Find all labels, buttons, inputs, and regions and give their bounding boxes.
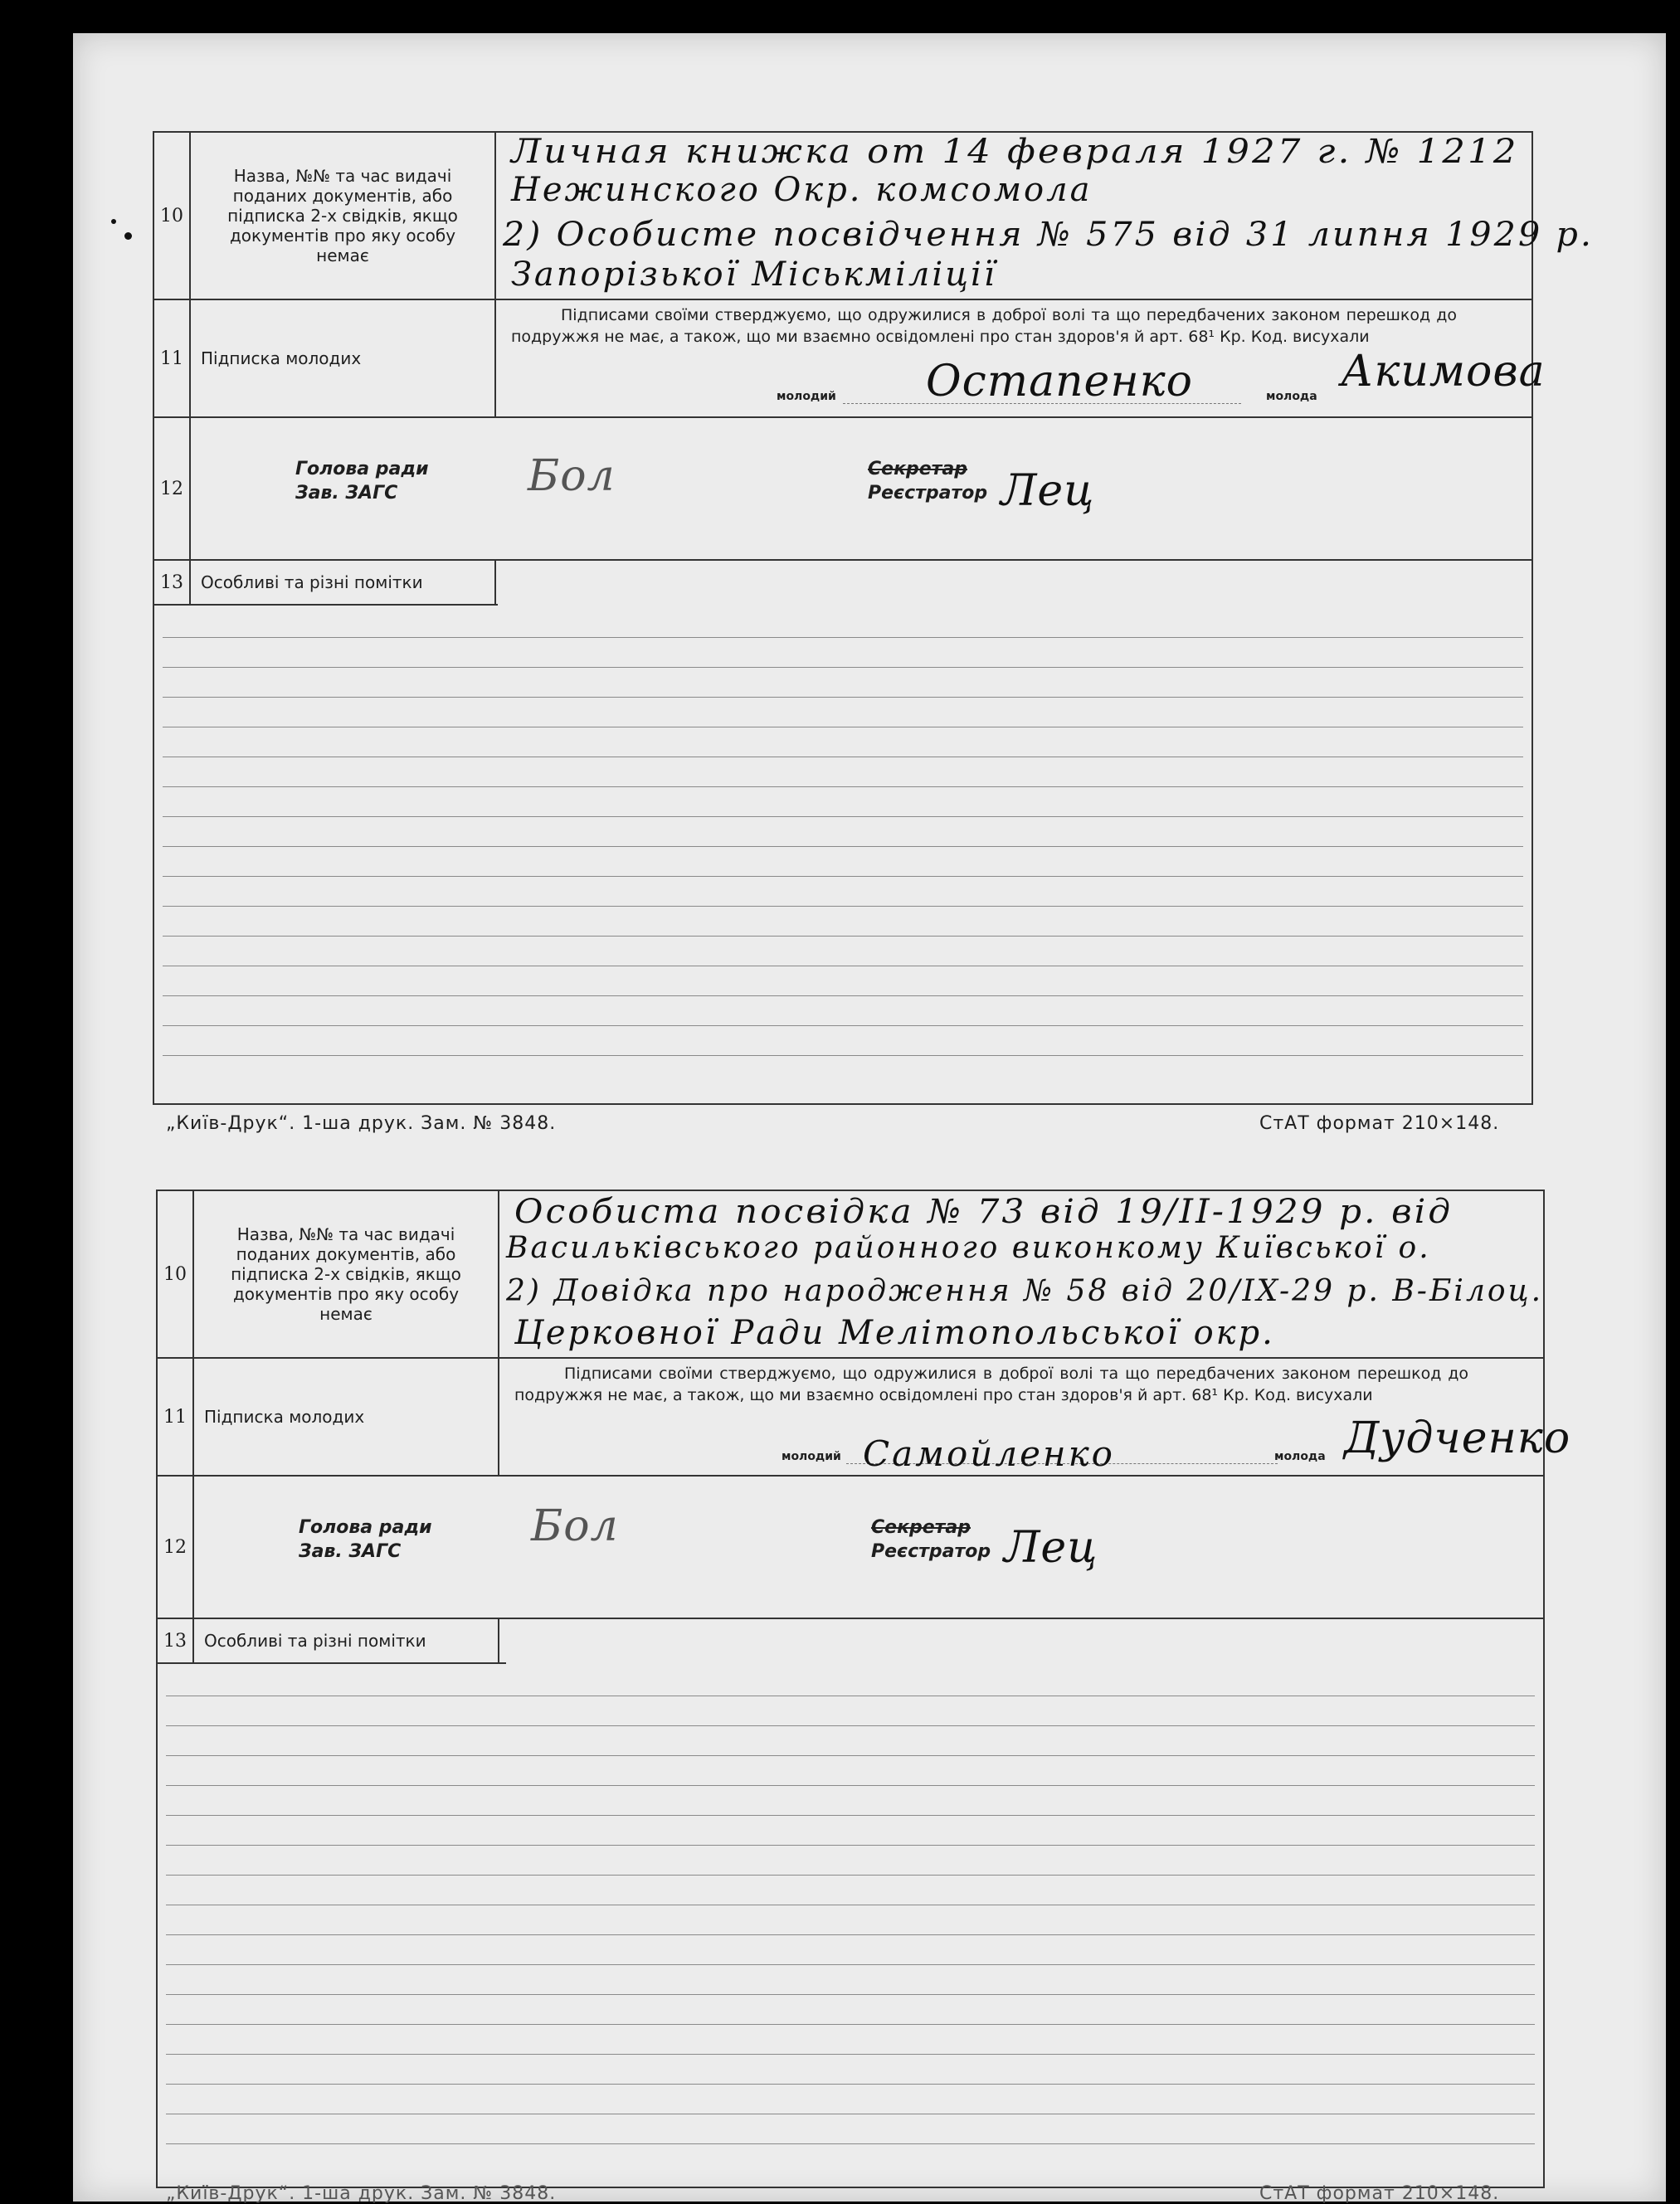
groom-signature: Самойленко	[863, 1433, 1115, 1474]
row-10	[154, 133, 1595, 300]
registrar-signature: Лец	[1001, 466, 1095, 516]
row-10	[158, 1191, 1543, 1359]
row-number: 13	[158, 1619, 194, 1662]
ruled-line	[163, 1055, 1523, 1056]
ruled-line	[166, 2143, 1535, 2144]
ruled-line	[163, 816, 1523, 817]
handwritten-documents-line: Церковної Ради Мелітопольської окр.	[514, 1314, 1275, 1352]
secretary-label: Секретар	[871, 1517, 971, 1538]
row-label: Назва, №№ та час видачі поданих документів, або підписка 2-х свідків, якщо документів про яку особу немає	[194, 1191, 499, 1357]
bride-signature: Дудченко	[1344, 1413, 1571, 1463]
row-13	[154, 561, 498, 606]
registrar-signature: Лец	[1004, 1523, 1098, 1573]
row-number: 12	[158, 1477, 194, 1618]
row-label: Назва, №№ та час видачі поданих документів, або підписка 2-х свідків, якщо документів про яку особу немає	[191, 133, 496, 299]
row-number: 10	[158, 1191, 194, 1357]
ink-mark	[111, 219, 116, 224]
head-line-2: Зав. ЗАГС	[295, 482, 398, 504]
row-12	[158, 1477, 1543, 1619]
ruled-line	[163, 876, 1523, 877]
row-number: 11	[154, 300, 191, 416]
printer-footer-right: СтАТ формат 210×148.	[1259, 1113, 1500, 1134]
head-line-2: Зав. ЗАГС	[299, 1540, 402, 1562]
record-form-2	[156, 1190, 1571, 2188]
row-label: Особливі та різні помітки	[194, 1619, 499, 1662]
ruled-line	[166, 1934, 1535, 1935]
ruled-line	[163, 786, 1523, 787]
handwritten-documents-line: Нежинского Окр. комсомола	[511, 171, 1093, 209]
row-number: 11	[158, 1359, 194, 1475]
document-sheet	[73, 33, 1666, 2202]
ruled-line	[166, 1755, 1535, 1756]
row-label: Підписка молодих	[194, 1359, 499, 1475]
ruled-line	[163, 846, 1523, 847]
ruled-line	[163, 936, 1523, 937]
printer-footer-right-cut: СтАТ формат 210×148.	[1259, 2183, 1500, 2204]
row-label: Особливі та різні помітки	[191, 561, 496, 604]
ruled-line	[166, 2054, 1535, 2055]
ruled-line	[163, 667, 1523, 668]
handwritten-documents-line: 2) Особисте посвідчення № 575 від 31 липня 1929 р.	[503, 216, 1595, 254]
ruled-line	[163, 1025, 1523, 1026]
row-11	[158, 1359, 1571, 1477]
head-signature: Бол	[531, 1501, 619, 1551]
bride-caption: молода	[1274, 1450, 1326, 1463]
handwritten-documents-line: 2) Довідка про народження № 58 від 20/IX-29 р. В-Білоц.	[506, 1274, 1544, 1308]
head-line-1: Голова ради	[299, 1517, 432, 1538]
handwritten-documents-line: Васильківського районного виконкому Київської о.	[506, 1231, 1431, 1265]
ruled-line	[166, 1725, 1535, 1726]
handwritten-documents-line: Особиста посвідка № 73 від 19/II-1929 р. від	[514, 1193, 1454, 1231]
registrar-text: Реєстратор	[868, 482, 988, 504]
row-11	[154, 300, 1546, 418]
ruled-line	[166, 1815, 1535, 1816]
row-number: 13	[154, 561, 191, 604]
ruled-line	[166, 2084, 1535, 2085]
head-line-1: Голова ради	[295, 459, 429, 479]
ruled-line	[166, 2024, 1535, 2025]
groom-caption: молодий	[777, 390, 836, 403]
head-signature: Бол	[528, 451, 616, 501]
bride-signature: Акимова	[1341, 347, 1546, 397]
ruled-line	[163, 637, 1523, 638]
head-of-council-label	[295, 458, 429, 505]
ruled-line	[166, 1875, 1535, 1876]
row-number: 12	[154, 418, 191, 559]
marriage-pledge-text: Підписами своїми стверджуємо, що одружилися в доброї волі та що передбачених законом перешкод до подружжя не має, а також, що ми взаємно освідомлені про стан здоров'я й арт. 68¹ Кр. Код. висухали	[514, 1365, 1468, 1404]
ruled-line	[166, 1964, 1535, 1965]
ruled-line	[166, 1785, 1535, 1786]
ink-mark	[124, 232, 132, 240]
printer-footer-left: „Київ-Друк“. 1-ша друк. Зам. № 3848.	[166, 1113, 557, 1134]
ruled-line	[163, 995, 1523, 996]
row-13	[158, 1619, 506, 1664]
marriage-pledge-text: Підписами своїми стверджуємо, що одружилися в доброї волі та що передбачених законом перешкод до подружжя не має, а також, що ми взаємно освідомлені про стан здоров'я й арт. 68¹ Кр. Код. висухали	[511, 306, 1457, 346]
registrar-text: Реєстратор	[871, 1540, 991, 1562]
record-form-1	[153, 131, 1595, 1105]
ruled-line	[166, 1845, 1535, 1846]
handwritten-documents-line: Личная книжка от 14 февраля 1927 г. № 1212	[511, 133, 1519, 171]
head-of-council-label	[299, 1516, 432, 1564]
row-number: 10	[154, 133, 191, 299]
registrar-label	[871, 1516, 991, 1564]
ruled-line	[163, 906, 1523, 907]
secretary-label: Секретар	[868, 459, 968, 479]
ruled-line	[163, 697, 1523, 698]
bride-caption: молода	[1266, 390, 1317, 403]
row-12	[154, 418, 1531, 561]
printer-footer-left-cut: „Київ-Друк“. 1-ша друк. Зам. № 3848.	[166, 2183, 557, 2204]
row-label: Підписка молодих	[191, 300, 496, 416]
registrar-label	[868, 458, 987, 505]
handwritten-documents-line: Запорізької Міськміліції	[511, 255, 997, 294]
groom-caption: молодий	[782, 1450, 841, 1463]
ruled-line	[166, 1994, 1535, 1995]
groom-signature: Остапенко	[926, 357, 1193, 406]
